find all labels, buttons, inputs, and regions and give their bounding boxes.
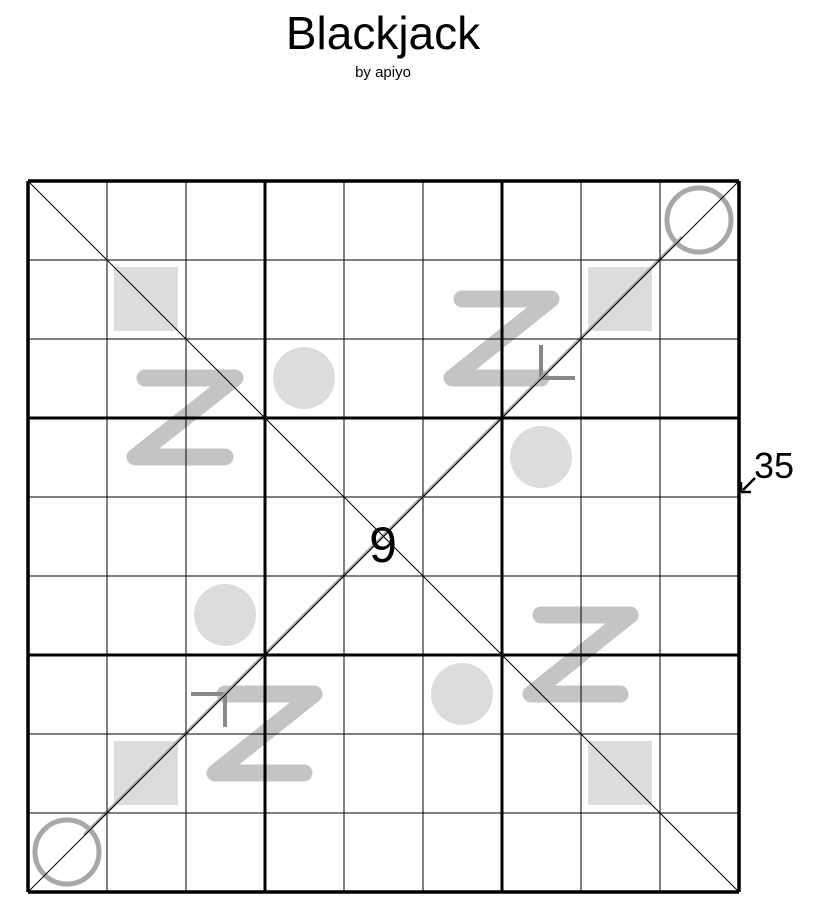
grid-cell-r9c8[interactable]	[581, 813, 660, 892]
grid-cell-r4c8[interactable]	[581, 418, 660, 497]
grid-cell-r4c2[interactable]	[107, 418, 186, 497]
grid-cell-r5c7[interactable]	[502, 497, 581, 576]
grid-cell-r6c2[interactable]	[107, 576, 186, 655]
grid-cell-r3c7[interactable]	[502, 339, 581, 418]
grid-cell-r5c3[interactable]	[186, 497, 265, 576]
outside-clue-35: 35	[754, 445, 795, 486]
grid-cell-r1c3[interactable]	[186, 181, 265, 260]
grid-cell-r3c5[interactable]	[344, 339, 423, 418]
grid-cell-r6c1[interactable]	[28, 576, 107, 655]
grid-cell-r8c9[interactable]	[660, 734, 739, 813]
grid-cell-r2c9[interactable]	[660, 260, 739, 339]
grid-cell-r4c7[interactable]	[502, 418, 581, 497]
grid-cell-r2c3[interactable]	[186, 260, 265, 339]
grid-cell-r1c8[interactable]	[581, 181, 660, 260]
puzzle-title: Blackjack	[285, 7, 481, 59]
grid-cell-r9c6[interactable]	[423, 813, 502, 892]
grid-cell-r2c7[interactable]	[502, 260, 581, 339]
grid-cell-r6c7[interactable]	[502, 576, 581, 655]
grid-cell-r5c2[interactable]	[107, 497, 186, 576]
grid-cell-r5c4[interactable]	[265, 497, 344, 576]
grid-cell-r7c8[interactable]	[581, 655, 660, 734]
grid-cell-r2c4[interactable]	[265, 260, 344, 339]
grid-cell-r9c7[interactable]	[502, 813, 581, 892]
grid-cell-r8c4[interactable]	[265, 734, 344, 813]
grid-cell-r9c2[interactable]	[107, 813, 186, 892]
grid-cell-r2c5[interactable]	[344, 260, 423, 339]
grid-cell-r5c8[interactable]	[581, 497, 660, 576]
grid-cell-r7c6[interactable]	[423, 655, 502, 734]
grid-cell-r3c6[interactable]	[423, 339, 502, 418]
grid-cell-r4c3[interactable]	[186, 418, 265, 497]
cell-layer	[28, 181, 739, 892]
grid-cell-r2c8[interactable]	[581, 260, 660, 339]
grid-cell-r3c2[interactable]	[107, 339, 186, 418]
grid-cell-r7c1[interactable]	[28, 655, 107, 734]
grid-cell-r7c3[interactable]	[186, 655, 265, 734]
grid-cell-r6c5[interactable]	[344, 576, 423, 655]
grid-cell-r7c7[interactable]	[502, 655, 581, 734]
grid-cell-r8c1[interactable]	[28, 734, 107, 813]
grid-cell-r1c2[interactable]	[107, 181, 186, 260]
grid-cell-r1c9[interactable]	[660, 181, 739, 260]
grid-cell-r8c6[interactable]	[423, 734, 502, 813]
grid-cell-r7c5[interactable]	[344, 655, 423, 734]
grid-cell-r6c3[interactable]	[186, 576, 265, 655]
grid-cell-r3c8[interactable]	[581, 339, 660, 418]
grid-cell-r6c6[interactable]	[423, 576, 502, 655]
grid-cell-r9c4[interactable]	[265, 813, 344, 892]
grid-cell-r9c5[interactable]	[344, 813, 423, 892]
grid-cell-r8c2[interactable]	[107, 734, 186, 813]
grid-cell-r3c9[interactable]	[660, 339, 739, 418]
grid-cell-r5c5[interactable]	[344, 497, 423, 576]
grid-cell-r8c3[interactable]	[186, 734, 265, 813]
grid-cell-r1c7[interactable]	[502, 181, 581, 260]
grid-cell-r1c4[interactable]	[265, 181, 344, 260]
grid-cell-r2c1[interactable]	[28, 260, 107, 339]
grid-cell-r9c3[interactable]	[186, 813, 265, 892]
grid-cell-r7c4[interactable]	[265, 655, 344, 734]
grid-cell-r1c1[interactable]	[28, 181, 107, 260]
grid-cell-r1c6[interactable]	[423, 181, 502, 260]
grid-cell-r4c6[interactable]	[423, 418, 502, 497]
grid-cell-r2c6[interactable]	[423, 260, 502, 339]
grid-cell-r5c1[interactable]	[28, 497, 107, 576]
clue-arrow-icon	[741, 478, 755, 492]
grid-cell-r9c9[interactable]	[660, 813, 739, 892]
grid-cell-r5c6[interactable]	[423, 497, 502, 576]
grid-cell-r8c8[interactable]	[581, 734, 660, 813]
grid-cell-r7c2[interactable]	[107, 655, 186, 734]
grid-cell-r8c7[interactable]	[502, 734, 581, 813]
grid-cell-r1c5[interactable]	[344, 181, 423, 260]
grid-cell-r2c2[interactable]	[107, 260, 186, 339]
puzzle-author: by apiyo	[355, 64, 411, 81]
grid-cell-r4c4[interactable]	[265, 418, 344, 497]
grid-cell-r4c9[interactable]	[660, 418, 739, 497]
grid-cell-r6c9[interactable]	[660, 576, 739, 655]
grid-cell-r5c9[interactable]	[660, 497, 739, 576]
grid-cell-r3c4[interactable]	[265, 339, 344, 418]
grid-cell-r3c1[interactable]	[28, 339, 107, 418]
grid-cell-r7c9[interactable]	[660, 655, 739, 734]
grid-cell-r8c5[interactable]	[344, 734, 423, 813]
grid-cell-r6c8[interactable]	[581, 576, 660, 655]
grid-cell-r3c3[interactable]	[186, 339, 265, 418]
grid-cell-r4c1[interactable]	[28, 418, 107, 497]
grid-cell-r6c4[interactable]	[265, 576, 344, 655]
grid-cell-r9c1[interactable]	[28, 813, 107, 892]
grid-cell-r4c5[interactable]	[344, 418, 423, 497]
